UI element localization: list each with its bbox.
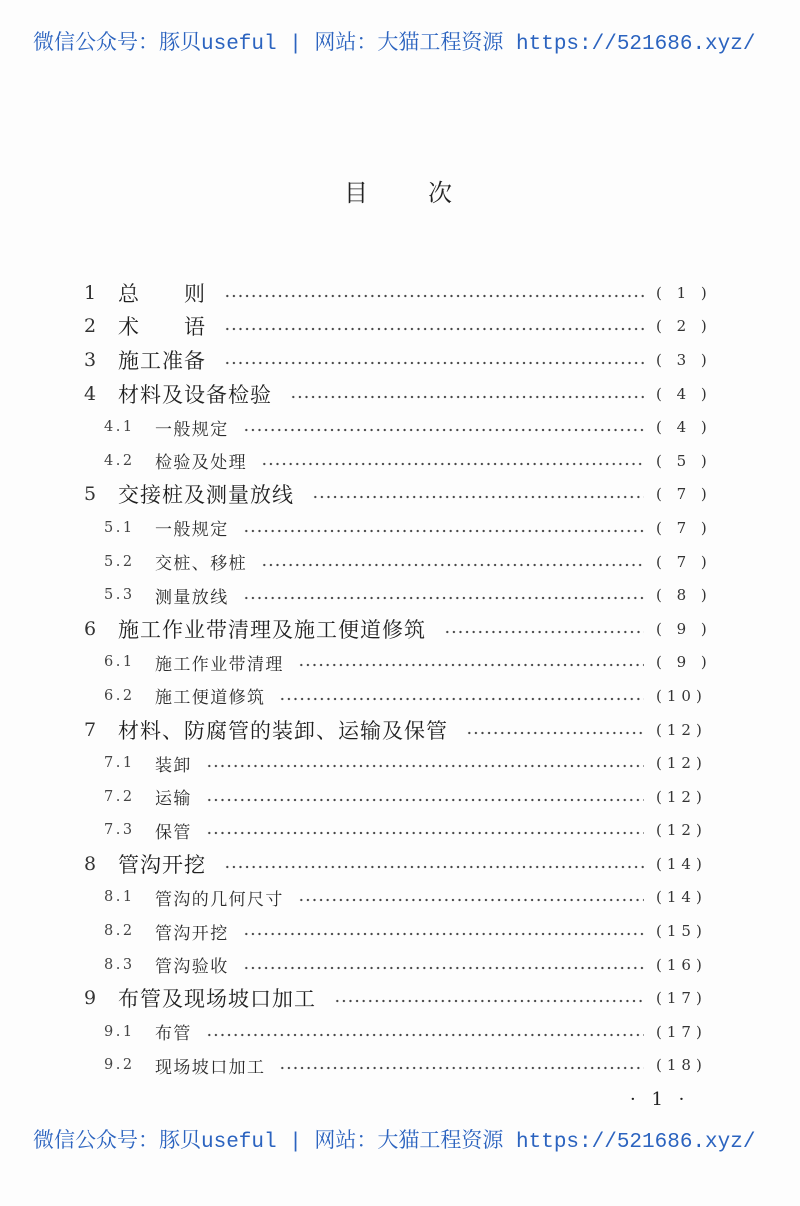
toc-number: 1 — [84, 281, 97, 304]
toc-chapter-row — [0, 981, 800, 1015]
toc-number: 5 — [84, 483, 97, 506]
toc-page-ref: (17) — [656, 1022, 707, 1041]
dot-leader — [206, 831, 644, 835]
toc-number: 7.3 — [104, 822, 135, 839]
toc-page-ref: (17) — [656, 989, 707, 1008]
toc-title: 一般规定 — [155, 419, 229, 440]
dot-leader — [290, 395, 644, 399]
toc-number: 8 — [84, 852, 97, 875]
toc-title: 施工准备 — [118, 348, 206, 373]
toc-number: 9.1 — [104, 1023, 135, 1040]
toc-section-row — [0, 780, 800, 814]
dot-leader — [279, 1066, 644, 1070]
dot-leader — [224, 361, 644, 365]
toc-page-ref: ( 5 ) — [656, 451, 712, 470]
dot-leader — [243, 966, 644, 970]
toc-page-ref: ( 9 ) — [656, 619, 712, 638]
toc-title: 材料及设备检验 — [118, 382, 272, 407]
toc-title: 管沟验收 — [155, 957, 229, 978]
dot-leader — [298, 663, 644, 667]
toc-title: 管沟开挖 — [118, 852, 206, 877]
toc-title: 管沟的几何尺寸 — [155, 889, 284, 910]
toc-title: 交桩、移桩 — [155, 554, 247, 575]
toc-title: 测量放线 — [155, 587, 229, 608]
toc-page-ref: (12) — [656, 754, 707, 773]
dot-leader — [444, 630, 644, 634]
toc-page-ref: ( 4 ) — [656, 384, 712, 403]
toc-number: 7 — [84, 718, 97, 741]
watermark-bottom: 微信公众号：豚贝useful | 网站：大猫工程资源 https://521686.xyz/ — [33, 1131, 756, 1154]
toc-section-row — [0, 746, 800, 780]
toc-title: 交接桩及测量放线 — [118, 483, 294, 508]
dot-leader — [312, 495, 644, 499]
dot-leader — [243, 596, 644, 600]
page-number: · 1 · — [630, 1089, 690, 1110]
dot-leader — [279, 697, 644, 701]
dot-leader — [243, 428, 644, 432]
toc-section-row — [0, 646, 800, 680]
dot-leader — [206, 764, 644, 768]
toc-number: 9 — [84, 987, 97, 1010]
toc-number: 4.1 — [104, 419, 135, 436]
dot-leader — [224, 865, 644, 869]
toc-title: 装卸 — [155, 755, 192, 776]
toc-page-ref: (14) — [656, 854, 707, 873]
toc-page-ref: (15) — [656, 922, 707, 941]
toc-title: 术 语 — [118, 315, 206, 340]
dot-leader — [224, 327, 644, 331]
dot-leader — [261, 563, 644, 567]
toc-title: 现场坡口加工 — [155, 1057, 266, 1078]
toc-number: 7.2 — [104, 788, 135, 805]
toc-number: 9.2 — [104, 1057, 135, 1074]
toc-section-row — [0, 545, 800, 579]
dot-leader — [206, 1033, 644, 1037]
toc-section-row — [0, 679, 800, 713]
toc-title: 布管 — [155, 1024, 192, 1045]
toc-chapter-row — [0, 612, 800, 646]
toc-page-ref: ( 4 ) — [656, 418, 712, 437]
page-title: 目 次 — [344, 179, 456, 207]
toc-number: 6.2 — [104, 687, 135, 704]
toc-chapter-row — [0, 847, 800, 881]
toc-section-row — [0, 410, 800, 444]
toc-title: 一般规定 — [155, 520, 229, 541]
toc-title: 运输 — [155, 789, 192, 810]
toc-section-row — [0, 881, 800, 915]
toc-title: 检验及处理 — [155, 453, 247, 474]
toc-section-row — [0, 1015, 800, 1049]
dot-leader — [334, 999, 644, 1003]
toc-number: 4 — [84, 382, 97, 405]
dot-leader — [243, 529, 644, 533]
toc-section-row — [0, 814, 800, 848]
toc-page-ref: ( 7 ) — [656, 518, 712, 537]
toc-number: 8.2 — [104, 923, 135, 940]
toc-number: 5.3 — [104, 587, 135, 604]
toc-number: 3 — [84, 348, 97, 371]
toc-number: 5.2 — [104, 553, 135, 570]
toc-page-ref: (12) — [656, 720, 707, 739]
toc-title: 总 则 — [118, 281, 206, 306]
toc-number: 8.3 — [104, 956, 135, 973]
toc-number: 4.2 — [104, 452, 135, 469]
toc-chapter-row — [0, 713, 800, 747]
toc-title: 材料、防腐管的装卸、运输及保管 — [118, 718, 448, 743]
toc-title: 管沟开挖 — [155, 923, 229, 944]
toc-chapter-row — [0, 343, 800, 377]
toc-page-ref: (12) — [656, 821, 707, 840]
toc-title: 施工便道修筑 — [155, 688, 266, 709]
toc-page-ref: ( 1 ) — [656, 283, 712, 302]
toc-page-ref: ( 9 ) — [656, 653, 712, 672]
toc-title: 布管及现场坡口加工 — [118, 987, 316, 1012]
toc-chapter-row — [0, 310, 800, 344]
toc-title: 施工作业带清理及施工便道修筑 — [118, 617, 426, 642]
toc-chapter-row — [0, 276, 800, 310]
toc-section-row — [0, 948, 800, 982]
toc-number: 6.1 — [104, 654, 135, 671]
toc-page-ref: (10) — [656, 686, 707, 705]
dot-leader — [261, 462, 644, 466]
toc-number: 6 — [84, 617, 97, 640]
toc-chapter-row — [0, 377, 800, 411]
toc-title: 施工作业带清理 — [155, 654, 284, 675]
toc-page-ref: ( 3 ) — [656, 350, 712, 369]
toc-section-row — [0, 444, 800, 478]
toc-section-row — [0, 914, 800, 948]
toc-page-ref: (12) — [656, 787, 707, 806]
dot-leader — [224, 294, 644, 298]
toc-page-ref: ( 8 ) — [656, 586, 712, 605]
toc-page-ref: ( 2 ) — [656, 317, 712, 336]
toc-page-ref: (18) — [656, 1056, 707, 1075]
dot-leader — [466, 731, 644, 735]
dot-leader — [298, 898, 644, 902]
watermark-top: 微信公众号：豚贝useful | 网站：大猫工程资源 https://521686.xyz/ — [33, 33, 756, 56]
toc-page-ref: ( 7 ) — [656, 485, 712, 504]
toc-chapter-row — [0, 478, 800, 512]
toc-number: 5.1 — [104, 519, 135, 536]
toc-section-row — [0, 511, 800, 545]
toc-number: 2 — [84, 315, 97, 338]
toc-number: 8.1 — [104, 889, 135, 906]
toc-list — [0, 276, 800, 1082]
toc-number: 7.1 — [104, 755, 135, 772]
toc-section-row — [0, 578, 800, 612]
toc-page-ref: (14) — [656, 888, 707, 907]
toc-page-ref: (16) — [656, 955, 707, 974]
toc-page-ref: ( 7 ) — [656, 552, 712, 571]
dot-leader — [243, 932, 644, 936]
dot-leader — [206, 798, 644, 802]
toc-title: 保管 — [155, 822, 192, 843]
toc-section-row — [0, 1049, 800, 1083]
